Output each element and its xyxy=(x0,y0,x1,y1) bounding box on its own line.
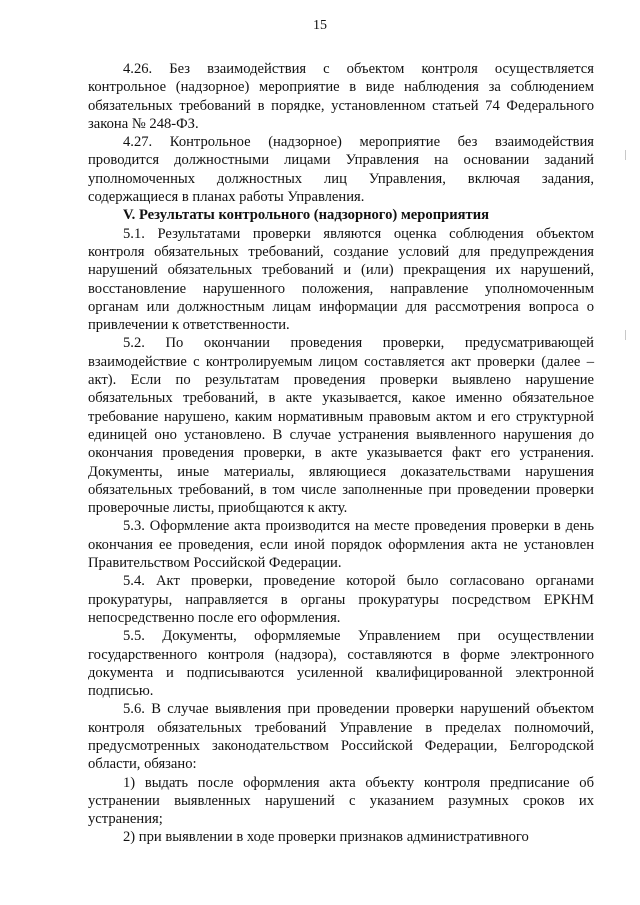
paragraph-5-4: 5.4. Акт проверки, проведение которой было согласовано органами прокуратуры, направляется в органы прокуратуры посредством ЕРКНМ непосредственно после его оформления. xyxy=(88,573,594,626)
section-heading: V. Результаты контрольного (надзорного) мероприятия xyxy=(123,207,490,224)
paragraph-5-2: 5.2. По окончании проведения проверки, предусматривающей взаимодействие с контролируемым лицом составляется акт проверки (далее – акт). Если по результатам проведения проверки выявлено нарушение обязательных требований, в акте указывается, какое именно обязательное требование нарушено, каким нормативным правовым актом и его структурной единицей оно установлено. В случае устранения выявленного нарушения до окончания проведения проверки, в акте указывается факт его устранения. Документы, иные материалы, являющиеся доказательствами нарушения обязательных требований, в том числе заполненные при проведении проверки проверочные листы, приобщаются к акту. xyxy=(88,335,594,517)
paragraph-5-3: 5.3. Оформление акта производится на месте проведения проверки в день окончания ее проведения, если иной порядок оформления акта не установлен Правительством Российской Федерации. xyxy=(88,518,594,572)
paragraph-5-6: 5.6. В случае выявления при проведении проверки нарушений объектом контроля обязательных требований Управление в пределах полномочий, предусмотренных законодательством Российской Федерации, Белгородской области, обязано: xyxy=(88,701,594,773)
paragraph-4-27: 4.27. Контрольное (надзорное) мероприятие без взаимодействия проводится должностными лицами Управления на основании заданий уполномоченных должностных лиц Управления, включая задания, содержащиеся в планах работы Управления. xyxy=(88,134,594,206)
paragraph-4-26: 4.26. Без взаимодействия с объектом контроля осуществляется контрольное (надзорное) мероприятие в виде наблюдения за соблюдением обязательных требований в порядке, установленном статьей 74 Федерального закона № 248-ФЗ. xyxy=(88,61,594,132)
list-item-1: 1) выдать после оформления акта объекту контроля предписание об устранении выявленных нарушений с указанием разумных сроков их устранения; xyxy=(88,774,594,828)
page-number: 15 xyxy=(313,18,327,33)
scan-artifact-mark xyxy=(625,150,626,160)
document-body xyxy=(88,60,594,847)
paragraph-5-1: 5.1. Результатами проверки являются оценка соблюдения объектом контроля обязательных требований, создание условий для предупреждения нарушений обязательных требований и (или) прекращения их нарушений, восстановление нарушенного положения, направление уполномоченным органам или должностным лицам информации для рассмотрения вопроса о привлечении к ответственности. xyxy=(88,225,594,334)
list-item-2: 2) при выявлении в ходе проверки признаков административного xyxy=(123,829,529,846)
paragraph-5-5: 5.5. Документы, оформляемые Управлением при осуществлении государственного контроля (надзора), составляются в форме электронного документа и подписываются усиленной квалифицированной электронной подписью. xyxy=(88,628,594,700)
scan-artifact-mark xyxy=(625,330,626,340)
